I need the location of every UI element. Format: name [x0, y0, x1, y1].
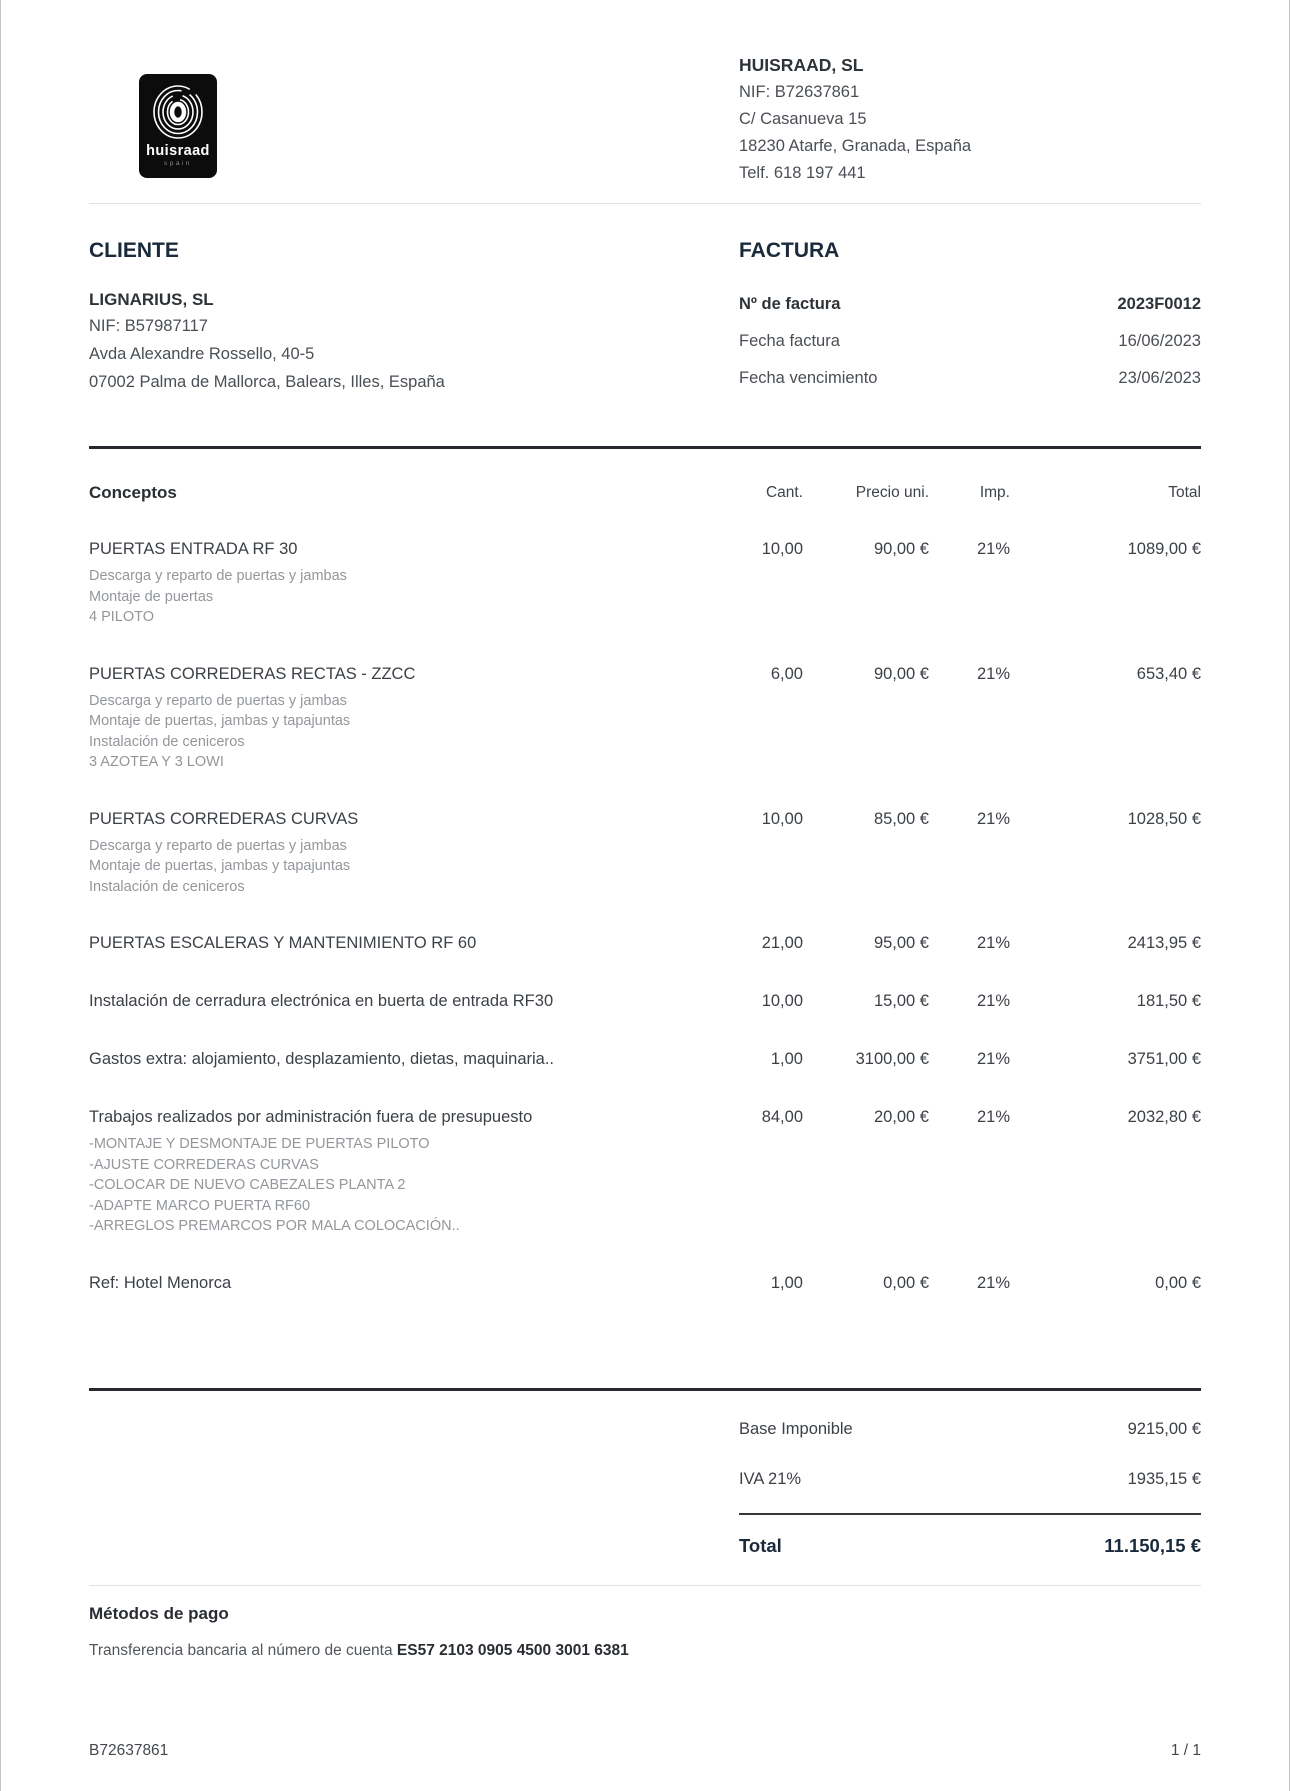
- item-tax: 21%: [976, 1050, 1010, 1068]
- item-total: 1089,00 €: [1127, 540, 1201, 558]
- item-description-line: -ARREGLOS PREMARCOS POR MALA COLOCACIÓN..: [89, 1218, 460, 1234]
- totals-row-label: IVA 21%: [739, 1469, 802, 1488]
- totals-row: [739, 1467, 1201, 1491]
- item-total: 1028,50 €: [1127, 809, 1201, 828]
- totals-row-label: Base Imponible: [739, 1419, 853, 1438]
- invoice-number-row: [739, 292, 1201, 316]
- item-title: Ref: Hotel Menorca: [89, 1273, 232, 1292]
- item-unit-price: 3100,00 €: [855, 1050, 929, 1068]
- item-tax: 21%: [976, 1273, 1010, 1292]
- table-header-row: [89, 483, 1201, 503]
- logo-brand-text: huisraad: [146, 143, 210, 159]
- item-tax: 21%: [976, 1108, 1010, 1126]
- invoice-date-label: Fecha vencimiento: [739, 369, 878, 387]
- col-header-concept: Conceptos: [89, 483, 177, 502]
- table-row: [89, 807, 1201, 898]
- item-total: 0,00 €: [1155, 1273, 1201, 1292]
- item-qty: 84,00: [761, 1108, 803, 1126]
- invoice-date-row: [739, 366, 1201, 390]
- totals-section: [89, 1391, 1201, 1559]
- payment-account-number: ES57 2103 0905 4500 3001 6381: [396, 1641, 629, 1659]
- invoice-number-value: 2023F0012: [1117, 295, 1201, 313]
- item-total: 2413,95 €: [1127, 934, 1201, 952]
- item-title: Instalación de cerradura electrónica en buerta de entrada RF30: [89, 992, 554, 1010]
- totals-rows: [739, 1417, 1201, 1491]
- item-tax: 21%: [976, 664, 1010, 683]
- client-line: 07002 Palma de Mallorca, Balears, Illes, España: [89, 373, 445, 391]
- item-description-line: Instalación de ceniceros: [89, 878, 245, 895]
- table-row: [89, 662, 1201, 773]
- line-items-table: [89, 483, 1201, 1300]
- item-title: PUERTAS CORREDERAS CURVAS: [89, 809, 359, 828]
- item-description-line: 3 AZOTEA Y 3 LOWI: [89, 754, 224, 770]
- table-top-rule: [89, 446, 1201, 449]
- client-line: Avda Alexandre Rossello, 40-5: [89, 345, 315, 363]
- item-qty: 10,00: [761, 809, 803, 828]
- table-body: [89, 537, 1201, 1295]
- item-title: PUERTAS ENTRADA RF 30: [89, 540, 298, 558]
- invoice-date-rows: [739, 329, 1201, 390]
- item-qty: 1,00: [770, 1050, 803, 1068]
- item-description-line: Descarga y reparto de puertas y jambas: [89, 568, 347, 584]
- item-unit-price: 15,00 €: [873, 992, 929, 1010]
- item-description-line: -COLOCAR DE NUEVO CABEZALES PLANTA 2: [89, 1177, 406, 1193]
- invoice-heading: FACTURA: [739, 239, 840, 262]
- item-unit-price: 95,00 €: [873, 934, 929, 952]
- company-line: NIF: B72637861: [739, 83, 860, 101]
- item-title: PUERTAS ESCALERAS Y MANTENIMIENTO RF 60: [89, 934, 477, 952]
- client-block: [89, 238, 739, 396]
- grand-total-value: 11.150,15 €: [1104, 1534, 1201, 1556]
- item-total: 2032,80 €: [1127, 1108, 1201, 1126]
- item-description-line: Instalación de ceniceros: [89, 733, 245, 750]
- table-row: [89, 1105, 1201, 1237]
- page-number: 1 / 1: [1170, 1742, 1201, 1759]
- col-header-total: Total: [1168, 484, 1201, 501]
- item-unit-price: 20,00 €: [873, 1108, 929, 1126]
- logo-rings-icon: [150, 83, 206, 141]
- item-tax: 21%: [976, 809, 1010, 828]
- table-row: [89, 931, 1201, 955]
- invoice-meta-block: [739, 238, 1201, 396]
- col-header-unit-price: Precio uni.: [855, 484, 929, 501]
- item-total: 3751,00 €: [1127, 1050, 1201, 1068]
- col-header-qty: Cant.: [765, 484, 803, 501]
- totals-row: [739, 1417, 1201, 1441]
- item-description: [89, 1134, 1201, 1237]
- item-description-line: 4 PILOTO: [89, 609, 155, 625]
- item-description-line: Montaje de puertas: [89, 588, 214, 605]
- header-divider: [89, 203, 1201, 204]
- item-qty: 10,00: [761, 540, 803, 558]
- item-title: PUERTAS CORREDERAS RECTAS - ZZCC: [89, 664, 416, 683]
- item-description-line: -AJUSTE CORREDERAS CURVAS: [89, 1156, 319, 1173]
- table-row: [89, 1047, 1201, 1071]
- item-tax: 21%: [976, 540, 1010, 558]
- footer-nif: B72637861: [89, 1742, 169, 1759]
- item-tax: 21%: [976, 992, 1010, 1010]
- grand-total-row: [739, 1533, 1201, 1559]
- company-line: 18230 Atarfe, Granada, España: [739, 137, 972, 155]
- company-line: Telf. 618 197 441: [739, 164, 866, 182]
- item-description: [89, 836, 1201, 898]
- total-separator-rule: [739, 1513, 1201, 1515]
- payment-sentence: Transferencia bancaria al número de cuenta: [89, 1641, 393, 1659]
- item-qty: 10,00: [761, 992, 803, 1010]
- logo-column: [89, 52, 739, 187]
- item-unit-price: 85,00 €: [873, 809, 929, 828]
- client-line: NIF: B57987117: [89, 317, 208, 335]
- payment-heading: Métodos de pago: [89, 1603, 229, 1623]
- item-unit-price: 90,00 €: [873, 664, 929, 683]
- invoice-date-row: [739, 329, 1201, 353]
- table-row: [89, 989, 1201, 1013]
- item-total: 181,50 €: [1136, 992, 1201, 1010]
- page-header: [89, 52, 1201, 187]
- item-total: 653,40 €: [1136, 664, 1201, 683]
- client-name: LIGNARIUS, SL: [89, 290, 214, 309]
- item-description-line: -ADAPTE MARCO PUERTA RF60: [89, 1197, 311, 1214]
- col-header-tax: Imp.: [979, 484, 1010, 501]
- payment-section: [89, 1586, 1201, 1662]
- item-title: Gastos extra: alojamiento, desplazamiento, dietas, maquinaria..: [89, 1050, 554, 1068]
- table-row: [89, 537, 1201, 628]
- parties-section: [89, 238, 1201, 396]
- invoice-date-value: 23/06/2023: [1118, 369, 1201, 387]
- company-logo: [139, 74, 217, 178]
- company-name: HUISRAAD, SL: [739, 55, 864, 75]
- item-title: Trabajos realizados por administración fuera de presupuesto: [89, 1108, 533, 1126]
- item-description-line: Montaje de puertas, jambas y tapajuntas: [89, 858, 351, 874]
- page-footer: [89, 1741, 1201, 1761]
- item-unit-price: 90,00 €: [873, 540, 929, 558]
- invoice-number-label: Nº de factura: [739, 295, 841, 313]
- item-description-line: Montaje de puertas, jambas y tapajuntas: [89, 713, 351, 729]
- table-row: [89, 1271, 1201, 1295]
- company-info: [739, 52, 1201, 187]
- item-description-line: Descarga y reparto de puertas y jambas: [89, 692, 347, 709]
- payment-text: [89, 1640, 1201, 1662]
- item-description-line: Descarga y reparto de puertas y jambas: [89, 837, 347, 854]
- item-qty: 1,00: [770, 1273, 803, 1292]
- totals-block: [739, 1417, 1201, 1559]
- totals-row-value: 9215,00 €: [1127, 1419, 1201, 1438]
- item-qty: 6,00: [770, 664, 803, 683]
- item-description: [89, 566, 1201, 628]
- item-description: [89, 691, 1201, 773]
- client-lines: [89, 312, 739, 396]
- invoice-date-label: Fecha factura: [739, 332, 840, 350]
- invoice-date-value: 16/06/2023: [1118, 332, 1201, 350]
- client-heading: CLIENTE: [89, 239, 179, 262]
- company-lines: [739, 79, 1201, 187]
- grand-total-label: Total: [739, 1534, 782, 1556]
- totals-row-value: 1935,15 €: [1127, 1469, 1201, 1488]
- item-description-line: -MONTAJE Y DESMONTAJE DE PUERTAS PILOTO: [89, 1136, 430, 1152]
- item-qty: 21,00: [761, 934, 803, 952]
- company-line: C/ Casanueva 15: [739, 110, 867, 128]
- logo-sub-text: spain: [163, 160, 193, 167]
- item-unit-price: 0,00 €: [883, 1273, 929, 1292]
- item-tax: 21%: [976, 934, 1010, 952]
